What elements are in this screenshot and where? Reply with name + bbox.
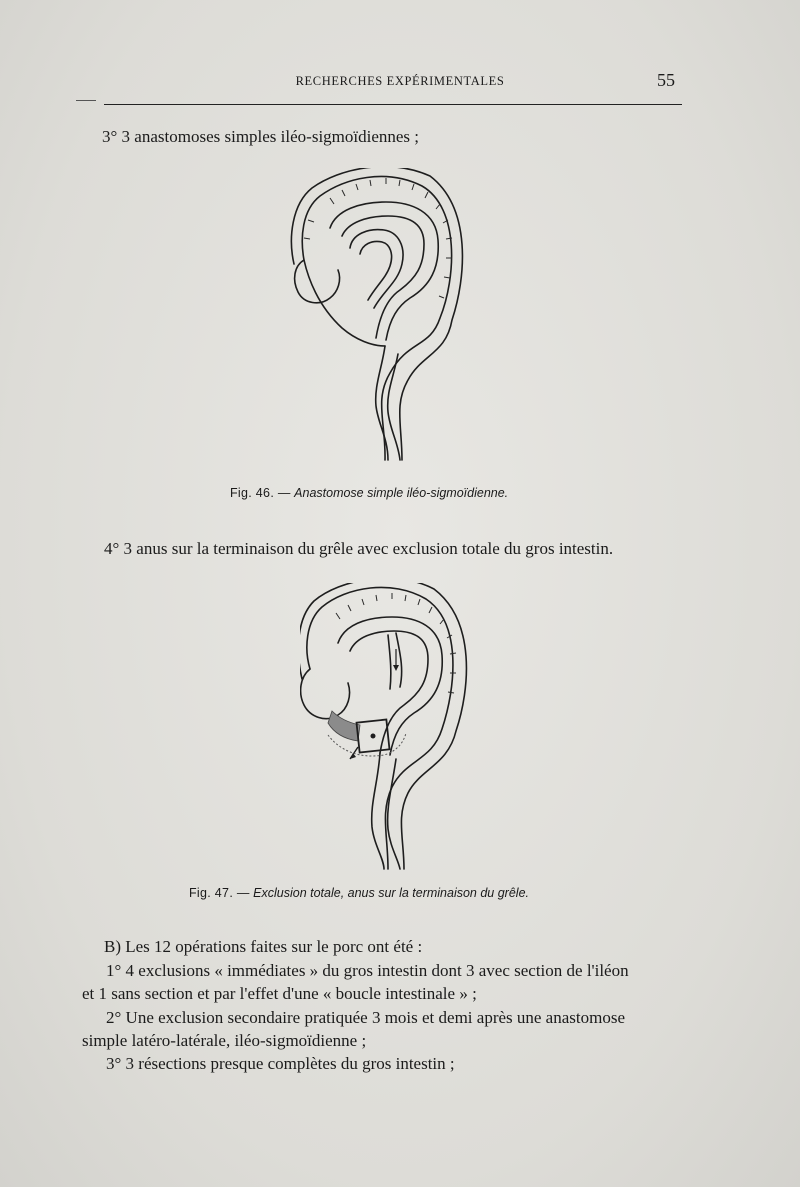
figure-46-caption: [230, 486, 508, 500]
header-rule-stub: [76, 100, 96, 101]
header-rule: [104, 104, 682, 105]
pig-line-4: simple latéro-latérale, iléo-sigmoïdienne ;: [82, 1031, 367, 1050]
figure-47-caption: [189, 886, 529, 900]
pig-line-2: et 1 sans section et par l'effet d'une « boucle intestinale » ;: [82, 984, 477, 1003]
pig-line-1: 1° 4 exclusions « immédiates » du gros intestin dont 3 avec section de l'iléon: [106, 961, 629, 980]
figure-47-text: Exclusion totale, anus sur la terminaison du grêle.: [253, 886, 529, 900]
figure-47-label: Fig. 47. —: [189, 886, 250, 900]
page-number: 55: [657, 70, 675, 90]
item-3-ileo-sigmoid: 3° 3 anastomoses simples iléo-sigmoïdiennes ;: [102, 127, 420, 146]
item-4-anus: 4° 3 anus sur la terminaison du grêle avec exclusion totale du gros intestin.: [104, 539, 614, 558]
pig-line-5: 3° 3 résections presque complètes du gros intestin ;: [106, 1054, 455, 1073]
figure-46-illustration: [290, 168, 480, 468]
running-title: RECHERCHES EXPÉRIMENTALES: [295, 74, 505, 88]
figure-47-illustration: [300, 583, 470, 873]
section-b-heading: B) Les 12 opérations faites sur le porc ont été :: [104, 937, 423, 956]
pig-line-3: 2° Une exclusion secondaire pratiquée 3 mois et demi après une anastomose: [106, 1008, 625, 1027]
figure-46-label: Fig. 46. —: [230, 486, 291, 500]
figure-46-text: Anastomose simple iléo-sigmoïdienne.: [294, 486, 509, 500]
